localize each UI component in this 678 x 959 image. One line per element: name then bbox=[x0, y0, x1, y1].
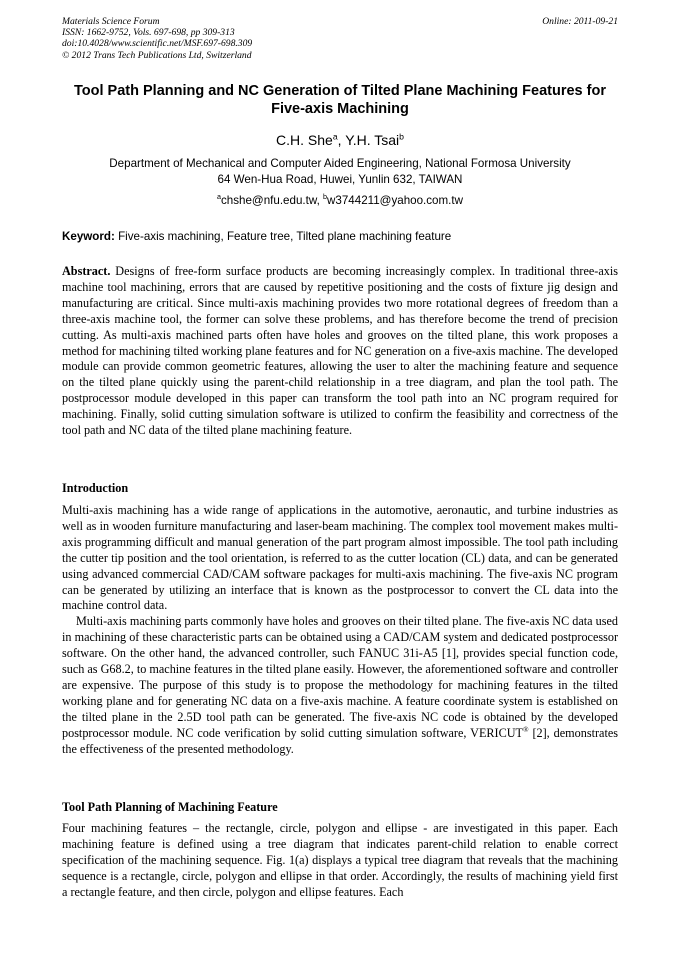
affiliation-address: 64 Wen-Hua Road, Huwei, Yunlin 632, TAIWAN bbox=[217, 173, 463, 186]
author-name: C.H. She bbox=[276, 132, 333, 148]
email-mark: a bbox=[217, 192, 221, 202]
online-date: Online: 2011-09-21 bbox=[542, 16, 618, 27]
registered-mark: ® bbox=[522, 724, 529, 734]
author-affil-mark: b bbox=[399, 131, 404, 142]
introduction-body bbox=[62, 503, 618, 758]
email-address[interactable]: w3744211@yahoo.com.tw bbox=[327, 194, 463, 207]
section-heading-tool-path: Tool Path Planning of Machining Feature bbox=[62, 800, 278, 814]
affiliation-department: Department of Mechanical and Computer Aided Engineering, National Formosa University bbox=[109, 157, 571, 170]
email-separator: , bbox=[316, 194, 324, 207]
paragraph-text: Multi-axis machining parts commonly have holes and grooves on their tilted plane. The five-axis NC data used in machining of these characteristic parts can be obtained using a CAD/CAM system and dedicated postprocessor software. On the other hand, the advanced controller, such FANUC 31i-A5 [1], provides special function code, such as G68.2, to machine features in the tilted plane easily. However, the aforementioned software and controller are expensive. The purpose of this study is to propose the methodology for machining features in the tilted working plane and for generating NC data on a five-axis machine. A feature coordinate system is established on the tilted plane in the 2.5D tool path can be generated. The five-axis NC code is obtained by the developed postprocessor module. NC code verification by solid cutting simulation software, VERICUT bbox=[62, 614, 618, 740]
section-tool-path-body bbox=[62, 821, 618, 901]
author-name: Y.H. Tsai bbox=[345, 132, 400, 148]
affiliation bbox=[62, 156, 618, 188]
doi-line: doi:10.4028/www.scientific.net/MSF.697-698.309 bbox=[62, 38, 253, 50]
journal-name: Materials Science Forum bbox=[62, 16, 160, 27]
abstract-label: Abstract. bbox=[62, 264, 111, 278]
keywords-text: Five-axis machining, Feature tree, Tilted plane machining feature bbox=[118, 230, 452, 243]
abstract-text: Designs of free-form surface products are becoming increasingly complex. In traditional three-axis machine tool machining, errors that are caused by repetitive positioning and the costs of fixture jig design and manufacturing are critical. Since multi-axis machining provides two more rotational degrees of freedom than a three-axis machine tool, the former can solve these problems, and has therefore become the trend of precision cutting. As multi-axis machined parts often have holes and grooves on the tilted plane, this work proposes a method for machining tilted working plane features and for NC generation on a five-axis machine. The developed module can provide common geometric features, allowing the user to alter the machining feature and sequence on the tilted plane quickly using the parent-child relationship in a tree diagram, and plan the tool path. The postprocessor module developed in this paper can transform the tool path into an NC program required for machining. Finally, solid cutting simulation software is utilized to confirm the feasibility and correctness of the tool path and NC data of the tilted plane machining feature. bbox=[62, 264, 618, 438]
email-list bbox=[62, 194, 618, 208]
journal-header bbox=[62, 16, 618, 61]
email-mark: b bbox=[323, 192, 328, 202]
author-affil-mark: a bbox=[332, 131, 338, 142]
copyright-line: © 2012 Trans Tech Publications Ltd, Switzerland bbox=[62, 49, 252, 61]
section-heading-introduction: Introduction bbox=[62, 481, 129, 495]
email-address[interactable]: chshe@nfu.edu.tw bbox=[221, 194, 317, 207]
abstract bbox=[62, 264, 618, 439]
keywords-label: Keyword: bbox=[62, 230, 115, 243]
paragraph bbox=[62, 614, 618, 757]
paragraph-text: [2], demonstrates the effectiveness of the presented methodology. bbox=[62, 725, 618, 756]
author-separator: , bbox=[337, 132, 346, 148]
issn-line: ISSN: 1662-9752, Vols. 697-698, pp 309-313 bbox=[62, 27, 235, 39]
keywords bbox=[62, 230, 618, 244]
author-list bbox=[62, 131, 618, 149]
paper-title: Tool Path Planning and NC Generation of Tilted Plane Machining Features for Five-axis Machining bbox=[74, 83, 606, 117]
paragraph: Four machining features – the rectangle, circle, polygon and ellipse - are investigated in this paper. Each machining feature is defined using a tree diagram that indicates parent-child relation to enable correct specification of the machining sequence. Fig. 1(a) displays a typical tree diagram that reveals that the machining sequence is a rectangle, circle, polygon and ellipse in that order. Accordingly, the results of machining yield first a rectangle feature, and then circle, polygon and ellipse features. Each bbox=[62, 821, 618, 899]
paragraph: Multi-axis machining has a wide range of applications in the automotive, aeronautic, and turbine industries as well as in wooden furniture manufacturing and laser-beam machining. The complex tool movement makes multi-axis programming difficult and manual generation of the part program almost impossible. The tool path including the cutter tip position and the tool orientation, is referred to as the cutter location (CL) data, and can be generated using advanced commercial CAD/CAM software packages for multi-axis machining. The five-axis NC program can be generated by utilizing an interface that is known as the postprocessor to convert the CL data into the machine control data. bbox=[62, 503, 618, 613]
